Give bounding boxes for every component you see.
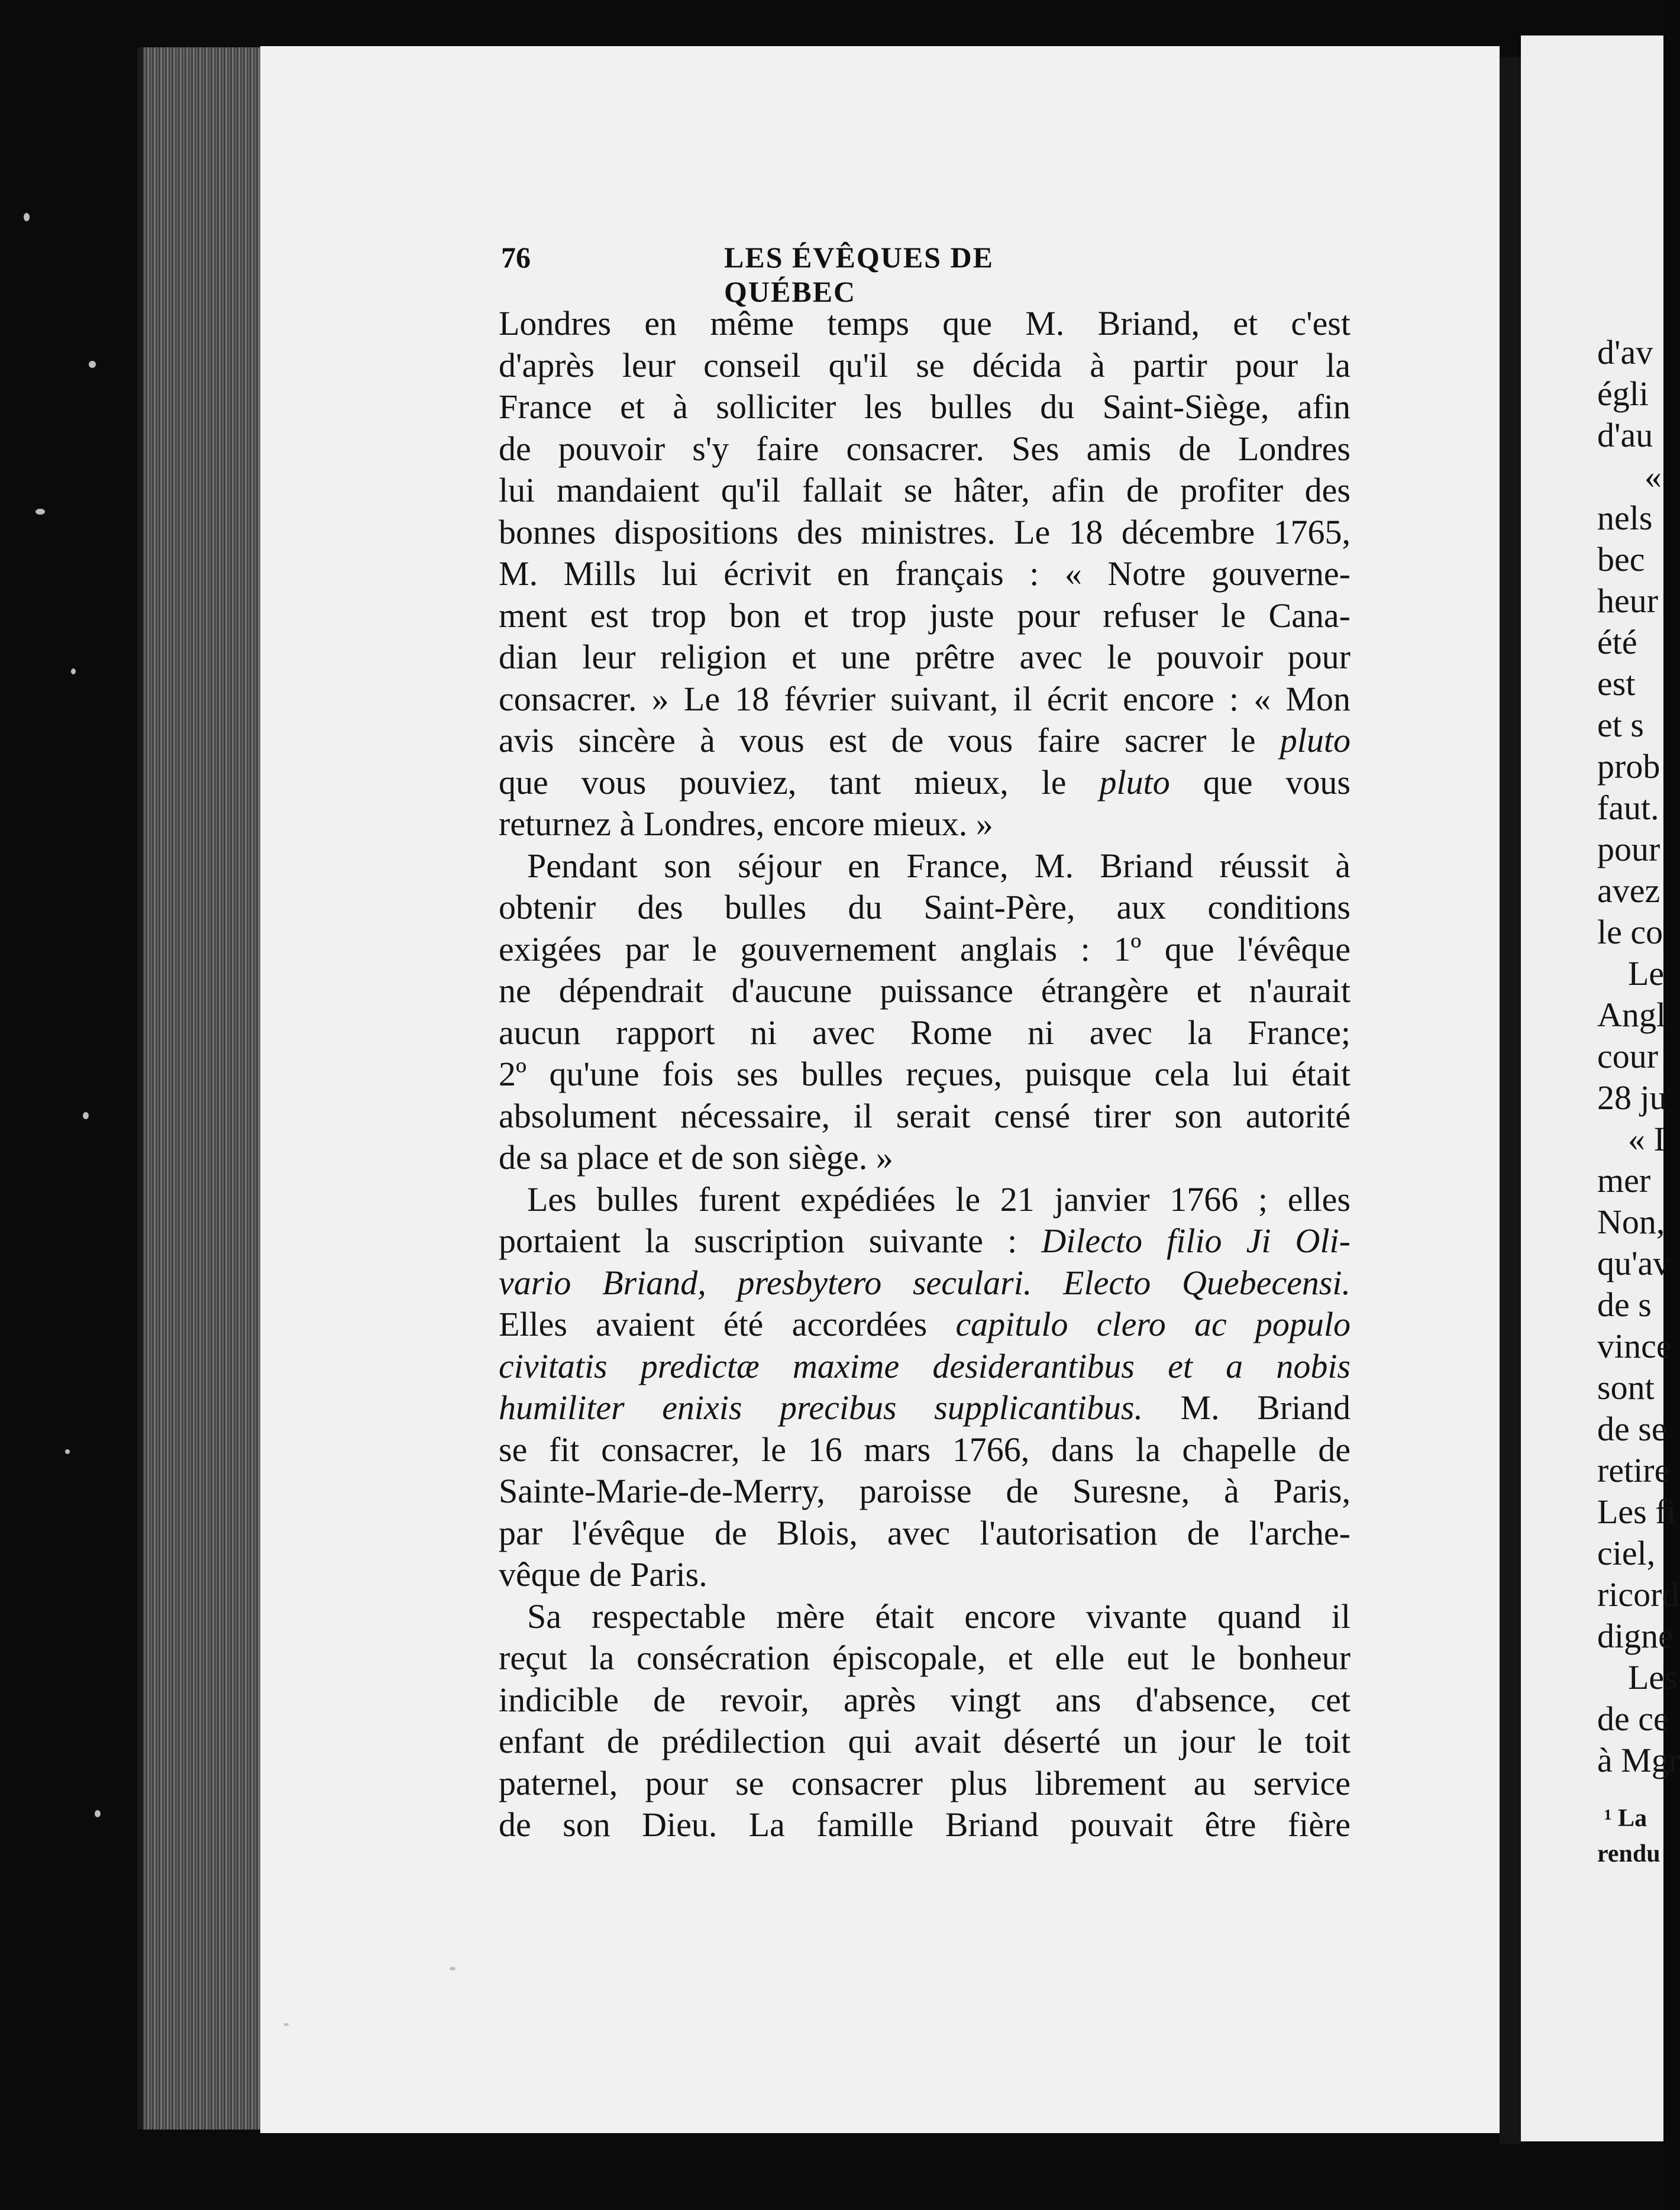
next-page-fragment: faut.: [1597, 789, 1659, 827]
next-page-fragment: de se: [1597, 1410, 1667, 1448]
next-page-fragment: le co: [1597, 913, 1663, 951]
next-page-fragment: égli: [1597, 374, 1649, 413]
scan-speck: [65, 1449, 70, 1454]
next-page-fragment: Non,: [1597, 1203, 1665, 1241]
next-page-fragment: qu'av: [1597, 1244, 1671, 1282]
next-page-fragment: de s: [1597, 1285, 1652, 1324]
text-line: Sainte-Marie-de-Merry, paroisse de Suresne, à Paris,: [499, 1472, 1351, 1510]
scan-speck: [35, 509, 45, 515]
next-page-fragment: bec: [1597, 540, 1645, 579]
page-header: [501, 240, 1122, 308]
next-page-fragment: est: [1597, 664, 1636, 703]
scan-speck: [24, 213, 30, 221]
scan-speck: [450, 1967, 455, 1970]
text-segment: M. Briand: [1180, 1388, 1351, 1427]
next-page-fragment: nels: [1597, 499, 1653, 537]
latin-text: capitulo clero ac populo: [955, 1305, 1351, 1343]
next-page-fragment: de ce: [1597, 1699, 1669, 1738]
running-head: LES ÉVÊQUES DE QUÉBEC: [724, 241, 994, 308]
text-line: obtenir des bulles du Saint-Père, aux conditions: [499, 888, 1351, 926]
next-page-fragment: 28 ju: [1597, 1078, 1667, 1117]
scan-speck: [89, 361, 96, 368]
next-page-fragment: digne: [1597, 1617, 1673, 1655]
text-line: Londres en même temps que M. Briand, et c'est: [499, 304, 1351, 343]
text-line: indicible de revoir, après vingt ans d'absence, cet: [499, 1680, 1351, 1719]
text-line: de pouvoir s'y faire consacrer. Ses amis de Londres: [499, 429, 1351, 468]
latin-text-line: civitatis predictæ maxime desiderantibus et a nobis: [499, 1346, 1351, 1385]
text-line: enfant de prédilection qui avait déserté un jour le toit: [499, 1722, 1351, 1760]
text-line: lui mandaient qu'il fallait se hâter, afin de profiter des: [499, 471, 1351, 509]
next-page-fragment: Les fi: [1597, 1492, 1676, 1531]
scan-speck: [284, 2023, 289, 2026]
text-line: Pendant son séjour en France, M. Briand réussit à: [527, 846, 1351, 885]
text-segment: portaient la suscription suivante :: [499, 1222, 1017, 1260]
text-line: de sa place et de son siège. »: [499, 1138, 893, 1177]
text-segment: que vous pouviez, tant mieux, le: [499, 762, 1067, 802]
next-page-fragment: « I: [1628, 1120, 1665, 1158]
text-line: vêque de Paris.: [499, 1555, 707, 1594]
text-line: se fit consacrer, le 16 mars 1766, dans la chapelle de: [499, 1430, 1351, 1469]
text-line: [499, 1387, 1351, 1429]
next-page-fragment: avez: [1597, 871, 1660, 910]
text-line: aucun rapport ni avec Rome ni avec la France;: [499, 1013, 1351, 1052]
latin-text-line: vario Briand, presbytero seculari. Electo Quebecensi.: [499, 1263, 1351, 1302]
next-page-footnote: ¹ La: [1604, 1805, 1647, 1832]
next-page-fragment: d'au: [1597, 416, 1653, 454]
next-page-fragment: vince: [1597, 1327, 1672, 1365]
text-segment: que vous: [1203, 762, 1351, 802]
next-page-fragment: cour: [1597, 1037, 1659, 1075]
next-page-fragment: Le: [1628, 954, 1665, 993]
next-page-fragment: été: [1597, 623, 1637, 661]
text-line: ment est trop bon et trop juste pour refuser le Cana-: [499, 596, 1351, 635]
next-page-fragment: heur: [1597, 581, 1659, 620]
text-segment: avis sincère à vous est de vous faire sacrer le: [499, 721, 1256, 760]
text-line: [499, 1304, 1351, 1346]
text-line: ne dépendrait d'aucune puissance étrangère et n'aurait: [499, 971, 1351, 1010]
text-line: exigées par le gouvernement anglais : 1º que l'évêque: [499, 929, 1351, 968]
text-line: M. Mills lui écrivit en français : « Notre gouverne-: [499, 554, 1351, 593]
scan-speck: [71, 668, 76, 674]
text-line: [499, 1220, 1351, 1262]
book-gutter: [1500, 57, 1521, 2144]
next-page-fragment: prob: [1597, 747, 1660, 786]
scan-speck: [83, 1112, 89, 1119]
next-page-fragment: et s: [1597, 706, 1644, 744]
text-line: consacrer. » Le 18 février suivant, il écrit encore : « Mon: [499, 679, 1351, 718]
text-line: [499, 762, 1351, 804]
italic-word: pluto: [1280, 721, 1351, 760]
next-page-fragment: mer: [1597, 1161, 1651, 1200]
next-page-fragment: ricord: [1597, 1575, 1679, 1614]
text-line: Les bulles furent expédiées le 21 janvier 1766 ; elles: [527, 1180, 1351, 1219]
text-line: par l'évêque de Blois, avec l'autorisation de l'arche-: [499, 1513, 1351, 1552]
text-line: dian leur religion et une prêtre avec le pouvoir pour: [499, 638, 1351, 676]
text-line: France et à solliciter les bulles du Saint-Siège, afin: [499, 387, 1351, 426]
next-page-fragment: pour: [1597, 830, 1660, 868]
next-page-fragment: ciel,: [1597, 1534, 1656, 1572]
italic-word: pluto: [1099, 762, 1170, 802]
next-page-fragment: retire: [1597, 1451, 1670, 1490]
text-line: de son Dieu. La famille Briand pouvait être fière: [499, 1805, 1351, 1844]
text-line: reçut la consécration épiscopale, et elle eut le bonheur: [499, 1639, 1351, 1677]
next-page-footnote: rendu: [1597, 1840, 1660, 1867]
next-page-fragment: d'av: [1597, 333, 1653, 371]
text-line: absolument nécessaire, il serait censé tirer son autorité: [499, 1096, 1351, 1135]
body-text: [499, 303, 1351, 1846]
next-page-fragment: «: [1645, 457, 1662, 496]
next-page-fragment: à Mgr: [1597, 1741, 1680, 1779]
text-line: paternel, pour se consacrer plus librement au service: [499, 1763, 1351, 1802]
text-line: d'après leur conseil qu'il se décida à partir pour la: [499, 345, 1351, 385]
next-page-fragment: Les: [1628, 1658, 1678, 1697]
book-page-edges: [137, 47, 267, 2130]
text-line: [499, 720, 1351, 762]
next-page-fragment: Angl: [1597, 996, 1666, 1034]
text-segment: Elles avaient été accordées: [499, 1305, 928, 1343]
text-line: 2º qu'une fois ses bulles reçues, puisque cela lui était: [499, 1055, 1351, 1093]
scan-speck: [95, 1810, 101, 1817]
text-line: returnez à Londres, encore mieux. »: [499, 804, 993, 843]
text-line: Sa respectable mère était encore vivante quand il: [527, 1597, 1351, 1636]
latin-text: humiliter enixis precibus supplicantibus.: [499, 1388, 1143, 1427]
text-line: bonnes dispositions des ministres. Le 18 décembre 1765,: [499, 512, 1351, 551]
page-number: 76: [501, 241, 531, 274]
next-page-fragment: sont: [1597, 1368, 1655, 1407]
latin-text: Dilecto filio Ji Oli-: [1041, 1222, 1351, 1260]
